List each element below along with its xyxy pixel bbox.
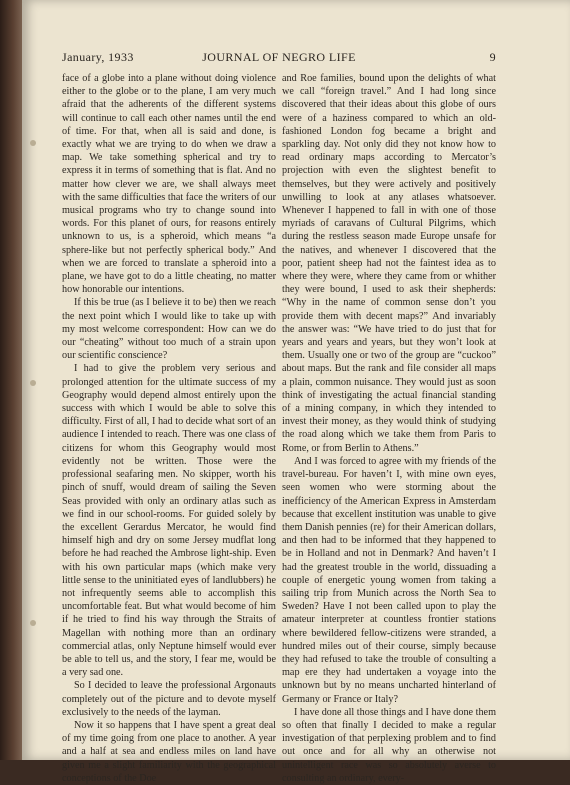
paragraph: and Roe families, bound upon the delights of what we call “foreign travel.” And I had long since discovered that their ideas about this globe of ours were of a haziness compared to which an old-fashioned London fog became a bright and sparkling day. Not only did they not know how to read ordinary maps according to Mercator’s projection with even the slightest benefit to themselves, but they were actively and positively unwilling to look at any atlases whatsoever. Whenever I happened to fall in with one of those myriads of caravans of Cultural Pilgrims, which during the restless season made Europe unsafe for the natives, and whenever I discovered that the poor, patient sheep had not the faintest idea as to where they were, where they came from or whither they were bound, I used to ask their shepherds: “Why in the name of common sense don’t you provide them with decent maps?” And invariably the answer was: “We have tried to do just that for years and years and years, but they won’t look at them. Usually one or two of the group are “cuckoo” about maps. But the rank and file consider all maps a plain, common nuisance. They would just as soon think of investigating the actual financial standing of a mining company, in which they intended to invest their money, as they would think of studying the road along which we take them from Paris to Rome, or from Berlin to Athens.” xyxy=(282,73,496,454)
left-column xyxy=(62,72,276,785)
issue-date: January, 1933 xyxy=(62,50,134,64)
running-header xyxy=(62,50,496,66)
binding-hole xyxy=(30,140,36,146)
paragraph: And I was forced to agree with my friends of the travel-bureau. For haven’t I, with mine own eyes, seen women who were storming about the inefficiency of the American Express in Amsterdam because that excellent institution was unable to give them Danish pennies (re) for their American dollars, and then had to be informed that they happened to be in Holland and not in Denmark? And haven’t I had the greatest trouble in the world, dissuading a couple of energetic young women from taking a sailing trip from Munich across the North Sea to Sweden? Have I not been called upon to play the amateur interpreter at countless frontier stations where bewildered fellow-citizens were stranded, a hundred miles out of their course, simply because they had refused to take the trouble of consulting a map ere they had undertaken a voyage into the unknown but by no means uncharted hinterland of Germany or France or Italy? xyxy=(282,455,496,705)
binding-hole xyxy=(30,620,36,626)
paragraph: I have done all those things and I have done them so often that finally I decided to make a regular investigation of that perplexing problem and to find out once and for all why an otherwise not unintelligent race was so absolutely averse to consulting an ordinary, every- xyxy=(282,706,496,784)
right-column xyxy=(282,72,496,785)
page-number: 9 xyxy=(489,50,496,64)
paragraph: Now it so happens that I have spent a great deal of my time going from one place to another. A year and a half at sea and endless miles on land have given me a slight familiarity with the geographical conceptions of the Doe xyxy=(62,719,276,784)
book-spine xyxy=(0,0,22,760)
paragraph: If this be true (as I believe it to be) then we reach the next point which I would like to take up with my most welcome correspondent: How can we do our “cheating” without too much of a strain upon our scientific conscience? xyxy=(62,297,276,362)
paragraph: So I decided to leave the professional Argonauts completely out of the picture and to devote myself exclusively to the needs of the layman. xyxy=(62,680,276,718)
paragraph: I had to give the problem very serious and prolonged attention for the ultimate success of my Geography would depend almost entirely upon the success with which I would be able to solve this difficulty. First of all, I had to decide what sort of an audience I intended to reach. There was one class of citizens for whom this Geography would most evidently not be written. Those were the professional seafaring men. No skipper, worth his pinch of snuff, would dream of sailing the Seven Seas provided with only an ordinary atlas such as we find in our school-rooms. For guided solely by the excellent Gerardus Mercator, he would find himself high and dry on some Jersey mudflat long before he had reached the Ambrose light-ship. Even with his own particular maps (which make very little sense to the uninitiated eyes of landlubbers) he not infrequently seems able to accomplish this uncomfortable feat. But what would become of him if he tried to find his way through the Straits of Magellan with nothing more than an ordinary commercial atlas, only Neptune himself would ever be able to tell us, and the story, I fear me, would be a very sad one. xyxy=(62,363,276,679)
paragraph: face of a globe into a plane without doing violence either to the globe or to the plane, I am very much afraid that the adherents of the different systems will continue to call each other names until the end of time. For that, when all is said and done, is exactly what we are trying to do when we draw a map. We take something spherical and try to express it in terms of something that is flat. And no matter how clever we are, we shall always meet with the same difficulties that face the writers of our musical programs who try to change sound into words. For this planet of ours, for reasons entirely unknown to us, is a spheroid, which means “a sphere-like but not perfectly spherical body.” And when we are forced to translate a spheroid into a plane, we have got to do a little cheating, no matter how honorable our intentions. xyxy=(62,73,276,296)
journal-title: JOURNAL OF NEGRO LIFE xyxy=(202,50,356,64)
binding-hole xyxy=(30,380,36,386)
